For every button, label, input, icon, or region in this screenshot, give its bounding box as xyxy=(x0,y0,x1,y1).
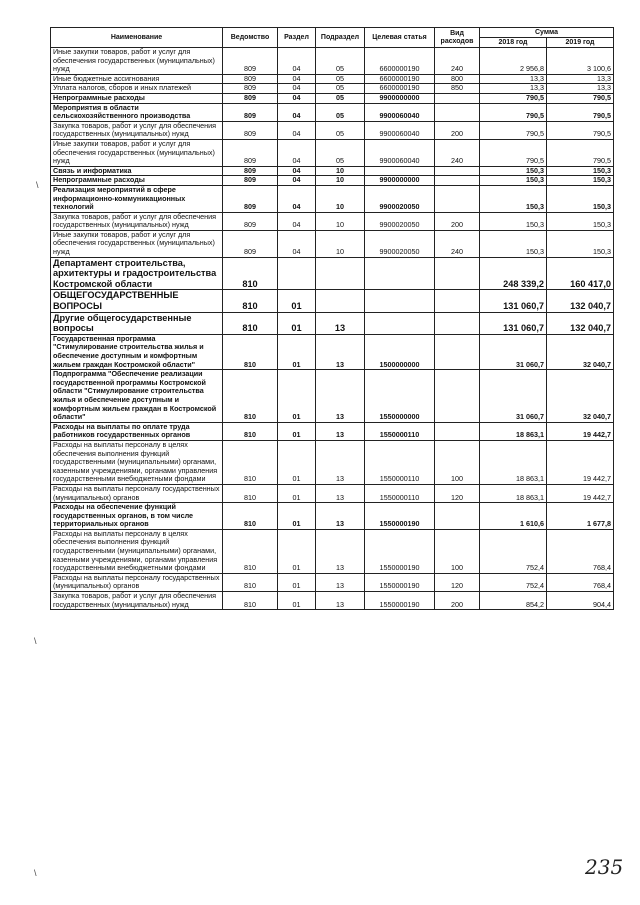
row-value-2018: 854,2 xyxy=(480,592,547,610)
row-exp-type xyxy=(435,257,480,290)
row-exp-type xyxy=(435,312,480,334)
row-value-2018: 13,3 xyxy=(480,84,547,94)
row-value-2018: 790,5 xyxy=(480,121,547,139)
table-row xyxy=(51,93,614,103)
row-section: 01 xyxy=(278,334,316,369)
row-article: 9900020050 xyxy=(365,212,435,230)
row-subsection: 13 xyxy=(316,573,365,591)
row-article xyxy=(365,290,435,312)
row-article xyxy=(365,312,435,334)
table-row xyxy=(51,48,614,75)
row-value-2019: 790,5 xyxy=(547,139,614,166)
row-value-2018: 18 863,1 xyxy=(480,440,547,484)
table-row xyxy=(51,230,614,257)
row-dept: 809 xyxy=(223,103,278,121)
table-row xyxy=(51,503,614,530)
row-value-2018: 150,3 xyxy=(480,230,547,257)
row-exp-type: 120 xyxy=(435,573,480,591)
row-section: 01 xyxy=(278,370,316,423)
row-dept: 810 xyxy=(223,573,278,591)
row-subsection: 13 xyxy=(316,334,365,369)
row-name: Иные закупки товаров, работ и услуг для обеспечения государственных (муниципальных) нужд xyxy=(51,139,223,166)
row-name: Расходы на выплаты персоналу государственных (муниципальных) органов xyxy=(51,573,223,591)
row-dept: 810 xyxy=(223,257,278,290)
row-article: 9900000000 xyxy=(365,93,435,103)
margin-mark: \ xyxy=(36,180,39,190)
row-subsection: 13 xyxy=(316,370,365,423)
row-name: Расходы на обеспечение функций государственных органов, в том числе территориальных органов xyxy=(51,503,223,530)
table-row xyxy=(51,370,614,423)
row-subsection: 10 xyxy=(316,185,365,212)
row-value-2018: 18 863,1 xyxy=(480,484,547,502)
row-value-2019: 1 677,8 xyxy=(547,503,614,530)
table-row xyxy=(51,185,614,212)
row-section: 01 xyxy=(278,440,316,484)
row-subsection: 10 xyxy=(316,212,365,230)
row-section: 01 xyxy=(278,573,316,591)
row-section: 04 xyxy=(278,212,316,230)
row-dept: 810 xyxy=(223,529,278,573)
row-section: 04 xyxy=(278,121,316,139)
row-value-2018: 150,3 xyxy=(480,212,547,230)
row-section xyxy=(278,257,316,290)
row-exp-type xyxy=(435,166,480,176)
row-name: Непрограммные расходы xyxy=(51,93,223,103)
table-row xyxy=(51,422,614,440)
row-dept: 809 xyxy=(223,139,278,166)
table-row xyxy=(51,573,614,591)
row-name: Иные бюджетные ассигнования xyxy=(51,74,223,84)
row-section: 04 xyxy=(278,74,316,84)
row-dept: 810 xyxy=(223,334,278,369)
row-name: Департамент строительства, архитектуры и градостроительства Костромской области xyxy=(51,257,223,290)
row-dept: 810 xyxy=(223,290,278,312)
row-name: Другие общегосударственные вопросы xyxy=(51,312,223,334)
header-2018: 2018 год xyxy=(480,38,547,48)
row-name: Государственная программа "Стимулирование строительства жилья и обеспечение доступным и комфортным жильем граждан Костромской области" xyxy=(51,334,223,369)
row-dept: 810 xyxy=(223,484,278,502)
row-section: 04 xyxy=(278,48,316,75)
row-subsection: 05 xyxy=(316,121,365,139)
row-exp-type: 100 xyxy=(435,440,480,484)
row-article: 9900060040 xyxy=(365,103,435,121)
row-exp-type xyxy=(435,93,480,103)
row-subsection: 13 xyxy=(316,503,365,530)
header-name: Наименование xyxy=(51,28,223,48)
row-section: 04 xyxy=(278,185,316,212)
table-row xyxy=(51,529,614,573)
row-value-2018: 31 060,7 xyxy=(480,370,547,423)
row-exp-type: 100 xyxy=(435,529,480,573)
row-article: 9900060040 xyxy=(365,139,435,166)
row-value-2019: 13,3 xyxy=(547,84,614,94)
row-dept: 810 xyxy=(223,422,278,440)
row-value-2019: 768,4 xyxy=(547,529,614,573)
row-dept: 810 xyxy=(223,370,278,423)
row-value-2019: 150,3 xyxy=(547,176,614,186)
row-section: 01 xyxy=(278,312,316,334)
row-value-2018: 790,5 xyxy=(480,93,547,103)
row-article: 1550000110 xyxy=(365,484,435,502)
margin-mark: \ xyxy=(34,636,37,646)
row-article: 6600000190 xyxy=(365,48,435,75)
table-row xyxy=(51,212,614,230)
row-section: 04 xyxy=(278,176,316,186)
row-exp-type: 240 xyxy=(435,230,480,257)
row-subsection: 05 xyxy=(316,84,365,94)
row-subsection: 13 xyxy=(316,592,365,610)
row-section: 04 xyxy=(278,103,316,121)
row-value-2019: 132 040,7 xyxy=(547,290,614,312)
row-value-2018: 790,5 xyxy=(480,103,547,121)
row-value-2018: 31 060,7 xyxy=(480,334,547,369)
table-row xyxy=(51,139,614,166)
row-exp-type xyxy=(435,503,480,530)
table-row xyxy=(51,290,614,312)
row-value-2019: 32 040,7 xyxy=(547,334,614,369)
table-row xyxy=(51,103,614,121)
row-exp-type: 120 xyxy=(435,484,480,502)
row-value-2019: 768,4 xyxy=(547,573,614,591)
row-exp-type: 800 xyxy=(435,74,480,84)
row-subsection: 05 xyxy=(316,103,365,121)
row-dept: 809 xyxy=(223,230,278,257)
table-row xyxy=(51,312,614,334)
row-value-2018: 13,3 xyxy=(480,74,547,84)
row-name: Закупка товаров, работ и услуг для обеспечения государственных (муниципальных) нужд xyxy=(51,212,223,230)
header-subsection: Подраздел xyxy=(316,28,365,48)
row-article: 1550000190 xyxy=(365,529,435,573)
row-article: 1550000000 xyxy=(365,370,435,423)
row-dept: 809 xyxy=(223,74,278,84)
row-dept: 810 xyxy=(223,312,278,334)
row-dept: 809 xyxy=(223,84,278,94)
row-subsection xyxy=(316,257,365,290)
row-name: Иные закупки товаров, работ и услуг для обеспечения государственных (муниципальных) нужд xyxy=(51,230,223,257)
row-value-2018: 131 060,7 xyxy=(480,290,547,312)
row-value-2019: 790,5 xyxy=(547,121,614,139)
row-value-2019: 132 040,7 xyxy=(547,312,614,334)
row-section: 04 xyxy=(278,166,316,176)
header-section: Раздел xyxy=(278,28,316,48)
row-name: Закупка товаров, работ и услуг для обеспечения государственных (муниципальных) нужд xyxy=(51,121,223,139)
row-value-2019: 150,3 xyxy=(547,212,614,230)
row-section: 01 xyxy=(278,503,316,530)
row-value-2018: 18 863,1 xyxy=(480,422,547,440)
row-section: 04 xyxy=(278,93,316,103)
row-value-2019: 32 040,7 xyxy=(547,370,614,423)
table-row xyxy=(51,592,614,610)
row-dept: 809 xyxy=(223,48,278,75)
row-value-2018: 150,3 xyxy=(480,176,547,186)
row-exp-type xyxy=(435,334,480,369)
row-section: 04 xyxy=(278,230,316,257)
row-article: 1550000190 xyxy=(365,592,435,610)
row-value-2018: 150,3 xyxy=(480,185,547,212)
header-exp-type: Вид расходов xyxy=(435,28,480,48)
row-subsection: 10 xyxy=(316,230,365,257)
row-article: 9900000000 xyxy=(365,176,435,186)
row-article: 6600000190 xyxy=(365,84,435,94)
row-section: 01 xyxy=(278,529,316,573)
row-article: 1550000190 xyxy=(365,503,435,530)
row-exp-type: 240 xyxy=(435,139,480,166)
row-article: 6600000190 xyxy=(365,74,435,84)
row-dept: 809 xyxy=(223,212,278,230)
row-name: Закупка товаров, работ и услуг для обеспечения государственных (муниципальных) нужд xyxy=(51,592,223,610)
row-exp-type: 240 xyxy=(435,48,480,75)
header-2019: 2019 год xyxy=(547,38,614,48)
row-value-2019: 19 442,7 xyxy=(547,422,614,440)
row-exp-type xyxy=(435,185,480,212)
row-name: Связь и информатика xyxy=(51,166,223,176)
header-article: Целевая статья xyxy=(365,28,435,48)
row-subsection: 10 xyxy=(316,176,365,186)
row-dept: 809 xyxy=(223,166,278,176)
row-exp-type xyxy=(435,422,480,440)
row-name: Расходы на выплаты по оплате труда работников государственных органов xyxy=(51,422,223,440)
row-exp-type: 850 xyxy=(435,84,480,94)
row-value-2019: 150,3 xyxy=(547,166,614,176)
row-section: 01 xyxy=(278,290,316,312)
row-name: Непрограммные расходы xyxy=(51,176,223,186)
row-article: 9900060040 xyxy=(365,121,435,139)
row-exp-type xyxy=(435,290,480,312)
row-value-2018: 752,4 xyxy=(480,573,547,591)
page-number: 235 xyxy=(585,855,624,879)
row-value-2019: 160 417,0 xyxy=(547,257,614,290)
row-exp-type xyxy=(435,176,480,186)
row-value-2019: 150,3 xyxy=(547,185,614,212)
row-section: 04 xyxy=(278,139,316,166)
row-dept: 809 xyxy=(223,121,278,139)
margin-mark: \ xyxy=(34,868,37,878)
row-subsection: 05 xyxy=(316,93,365,103)
row-value-2018: 131 060,7 xyxy=(480,312,547,334)
row-value-2018: 790,5 xyxy=(480,139,547,166)
row-exp-type xyxy=(435,103,480,121)
row-article xyxy=(365,257,435,290)
row-name: Подпрограмма "Обеспечение реализации государственной программы Костромской области "Стимулирование строительства жилья и обеспечение доступным и комфортным жильем граждан в Костромской области" xyxy=(51,370,223,423)
row-name: Иные закупки товаров, работ и услуг для обеспечения государственных (муниципальных) нужд xyxy=(51,48,223,75)
table-row xyxy=(51,440,614,484)
table-row xyxy=(51,484,614,502)
row-section: 01 xyxy=(278,484,316,502)
row-value-2019: 19 442,7 xyxy=(547,440,614,484)
row-value-2019: 19 442,7 xyxy=(547,484,614,502)
row-subsection: 13 xyxy=(316,422,365,440)
row-article: 1550000110 xyxy=(365,440,435,484)
row-section: 01 xyxy=(278,422,316,440)
row-value-2019: 790,5 xyxy=(547,93,614,103)
row-article: 1550000110 xyxy=(365,422,435,440)
row-section: 04 xyxy=(278,84,316,94)
row-subsection xyxy=(316,290,365,312)
row-value-2018: 150,3 xyxy=(480,166,547,176)
row-dept: 809 xyxy=(223,93,278,103)
row-name: Расходы на выплаты персоналу в целях обеспечения выполнения функций государственными (муниципальными) органами, казенными учреждениями, органами управления государственными внебюджетными фондами xyxy=(51,529,223,573)
row-name: Реализация мероприятий в сфере информационно-коммуникационных технологий xyxy=(51,185,223,212)
budget-table xyxy=(50,27,614,610)
row-value-2018: 248 339,2 xyxy=(480,257,547,290)
row-value-2018: 2 956,8 xyxy=(480,48,547,75)
table-row xyxy=(51,257,614,290)
row-name: Расходы на выплаты персоналу в целях обеспечения выполнения функций государственными (муниципальными) органами, казенными учреждениями, органами управления государственными внебюджетными фондами xyxy=(51,440,223,484)
row-value-2019: 150,3 xyxy=(547,230,614,257)
budget-table-sheet xyxy=(50,27,613,610)
row-dept: 810 xyxy=(223,503,278,530)
row-exp-type: 200 xyxy=(435,212,480,230)
row-value-2018: 1 610,6 xyxy=(480,503,547,530)
header-dept: Ведомство xyxy=(223,28,278,48)
row-name: Расходы на выплаты персоналу государственных (муниципальных) органов xyxy=(51,484,223,502)
row-exp-type: 200 xyxy=(435,592,480,610)
row-value-2019: 3 100,6 xyxy=(547,48,614,75)
row-subsection: 05 xyxy=(316,48,365,75)
row-article: 9900020050 xyxy=(365,230,435,257)
row-dept: 809 xyxy=(223,185,278,212)
row-subsection: 05 xyxy=(316,139,365,166)
row-name: Мероприятия в области сельскохозяйственного производства xyxy=(51,103,223,121)
row-subsection: 13 xyxy=(316,529,365,573)
row-dept: 810 xyxy=(223,592,278,610)
row-exp-type xyxy=(435,370,480,423)
row-subsection: 05 xyxy=(316,74,365,84)
table-row xyxy=(51,176,614,186)
row-subsection: 10 xyxy=(316,166,365,176)
table-body xyxy=(51,48,614,610)
row-name: Уплата налогов, сборов и иных платежей xyxy=(51,84,223,94)
row-value-2018: 752,4 xyxy=(480,529,547,573)
table-row xyxy=(51,334,614,369)
row-value-2019: 13,3 xyxy=(547,74,614,84)
row-exp-type: 200 xyxy=(435,121,480,139)
row-article: 1500000000 xyxy=(365,334,435,369)
row-article: 9900020050 xyxy=(365,185,435,212)
row-dept: 810 xyxy=(223,440,278,484)
row-dept: 809 xyxy=(223,176,278,186)
row-article: 1550000190 xyxy=(365,573,435,591)
row-subsection: 13 xyxy=(316,312,365,334)
row-section: 01 xyxy=(278,592,316,610)
table-row xyxy=(51,121,614,139)
row-subsection: 13 xyxy=(316,440,365,484)
header-sum: Сумма xyxy=(480,28,614,38)
row-name: ОБЩЕГОСУДАРСТВЕННЫЕ ВОПРОСЫ xyxy=(51,290,223,312)
row-value-2019: 790,5 xyxy=(547,103,614,121)
row-subsection: 13 xyxy=(316,484,365,502)
row-value-2019: 904,4 xyxy=(547,592,614,610)
